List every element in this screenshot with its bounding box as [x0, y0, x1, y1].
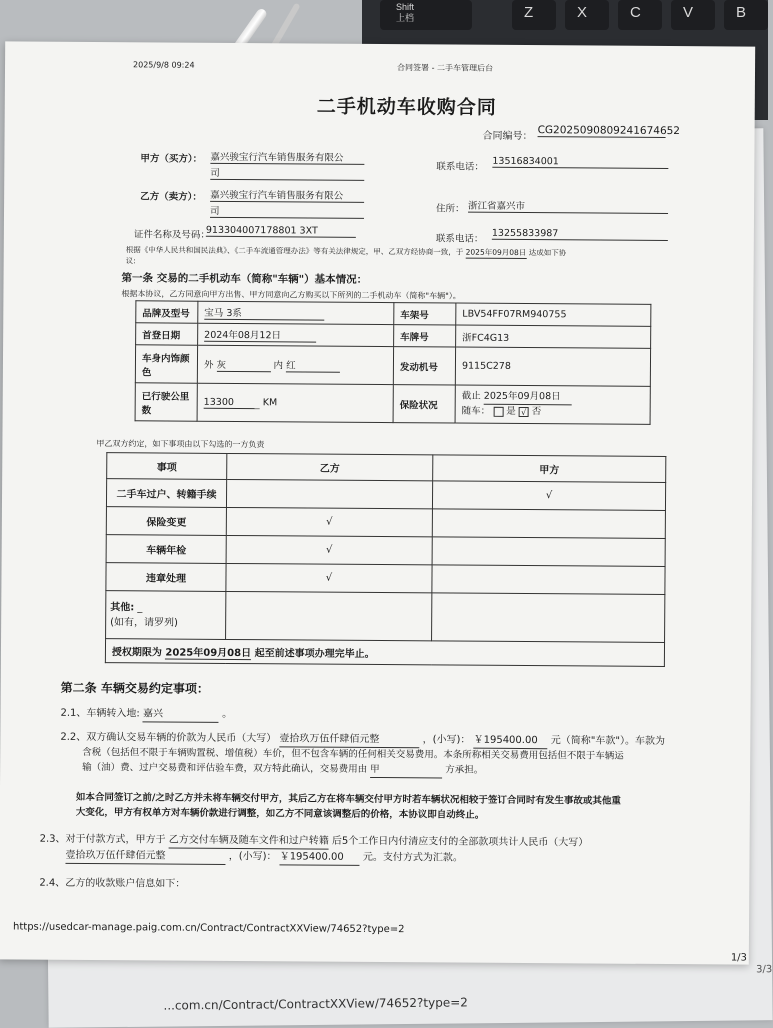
exterior-prefix: 外 — [203, 359, 214, 371]
table-row — [106, 591, 665, 643]
item-name: 保险变更 — [106, 507, 226, 536]
key-shift — [380, 0, 472, 30]
clause-2-2-text-c: 元（简称"车款"）。车款为 — [550, 735, 666, 748]
item-name: 车辆年检 — [106, 535, 226, 564]
clause-2-2-line2: 含税（包括但不限于车辆购置税、增值税）车价，但不包含车辆的任何相关交易费用。本条所称相关交易费用包括但不限于车辆运 — [82, 746, 624, 762]
back-page-num: 3/3 — [756, 964, 773, 976]
other-value: _ — [137, 601, 143, 613]
contract-page — [0, 41, 755, 964]
party-b-check[interactable]: √ — [226, 563, 432, 592]
price-lower: ￥195400.00 — [474, 733, 548, 750]
table-row — [106, 507, 665, 539]
clause-2-2-line3 — [82, 760, 483, 779]
table-row — [105, 639, 664, 667]
party-b-phone-label: 联系电话： — [435, 233, 484, 245]
model-label: 品牌及型号 — [136, 301, 198, 323]
party-b-other — [226, 591, 432, 640]
auth-date: 2025年09月08日 — [165, 643, 251, 660]
preamble-end: 达成如下协 — [528, 248, 567, 258]
other-label: 其他: — [110, 601, 135, 613]
back-url: ...com.cn/Contract/ContractXXView/74652?type=2 — [163, 995, 468, 1013]
party-b-address: 浙江省嘉兴市 — [468, 198, 668, 214]
clause-2-4: 2.4、乙方的收款账户信息如下： — [39, 877, 186, 890]
yes-label: 是 — [506, 405, 516, 417]
key-b — [724, 0, 768, 30]
key-label: X — [577, 4, 588, 21]
model-value — [198, 301, 394, 324]
table-row — [106, 479, 665, 511]
adjustment-clause-line1: 如本合同签订之前/之时乙方并未将车辆交付甲方，其后乙方在将车辆交付甲方时若车辆状况相较于签订合同时有发生事故或其他重 — [75, 791, 621, 807]
color-label-line1: 车身内饰颜 — [141, 352, 190, 365]
items-intro: 甲乙双方约定，如下事项由以下勾选的一方负责 — [96, 439, 265, 450]
party-b-name: 嘉兴骏宝行汽车销售服务有限公 — [210, 187, 364, 203]
clause-2-3-line2 — [65, 848, 462, 867]
payment-lower: ￥195400.00 — [280, 849, 360, 866]
party-a-name: 嘉兴骏宝行汽车销售服务有限公 — [210, 149, 364, 165]
party-a-label: 甲方（买方）： — [140, 153, 203, 165]
color-label — [135, 345, 197, 383]
key-c — [618, 0, 662, 30]
item-name: 违章处理 — [106, 563, 226, 592]
color-value — [197, 345, 393, 384]
party-a-other — [432, 593, 665, 643]
contract-title: 二手机动车收购合同 — [316, 95, 497, 119]
insurance-value — [455, 385, 650, 424]
key-label: Z — [524, 4, 534, 21]
model: 宝马 3系 — [204, 305, 324, 321]
page-number: 1/3 — [730, 952, 747, 964]
no-checkbox[interactable]: √ — [519, 406, 529, 416]
clause-2-2-text-b: ，(小写)： — [422, 734, 471, 746]
key-label: C — [630, 4, 641, 21]
authorization-period — [105, 639, 664, 667]
payment-upper: 壹拾玖万伍仟肆佰元整 — [65, 848, 225, 865]
key-z — [512, 0, 556, 30]
km-label — [135, 383, 197, 421]
preamble — [126, 244, 567, 259]
key-label: B — [736, 4, 747, 21]
engine: 9115C278 — [455, 347, 650, 386]
col-header-party-a: 甲方 — [433, 455, 666, 483]
contract-no-label: 合同编号： — [482, 130, 533, 143]
table-row — [135, 345, 650, 387]
article1-intro: 根据本协议，乙方同意向甲方出售、甲方同意向乙方购买以下所列的二手机动车（简称"车辆"）。 — [121, 289, 461, 301]
other-hint: (如有，请罗列) — [110, 616, 179, 629]
party-a-check[interactable] — [432, 509, 665, 539]
clause-2-1 — [60, 706, 232, 723]
clause-2-2-text-a: 2.2、双方确认交易车辆的价款为人民币（大写） — [60, 731, 277, 745]
reg-date-value — [198, 323, 394, 346]
party-a-check[interactable] — [432, 537, 665, 567]
preamble-text: 根据《中华人民共和国民法典》、《二手车流通管理办法》等有关法律规定，甲、乙双方经协商一致，于 — [125, 245, 464, 257]
insurance-until-label: 截止 — [461, 390, 481, 402]
party-a-check[interactable] — [432, 565, 665, 595]
party-b-address-label: 住所： — [436, 203, 465, 215]
km-label-line2: 数 — [141, 404, 152, 416]
clause-2-3-text-a: 2.3、对于付款方式，甲方于 — [39, 833, 166, 846]
print-header-title: 合同签署 - 二手车管理后台 — [397, 63, 494, 73]
responsibility-table — [105, 452, 666, 667]
party-b-check[interactable]: √ — [226, 507, 432, 536]
party-a-name-cont: 司 — [210, 165, 364, 181]
yes-checkbox[interactable] — [493, 406, 503, 416]
vin: LBV54FF07RM940755 — [456, 303, 651, 326]
interior-prefix: 内 — [273, 360, 284, 372]
contract-no: CG2025090809241674652 — [537, 124, 681, 138]
table-row — [135, 383, 650, 425]
vin-label: 车架号 — [394, 303, 456, 325]
preamble-date: 2025年09月08日 — [465, 247, 527, 258]
clause-2-2-line3b: 方承担。 — [445, 764, 484, 776]
km: 13300 — [204, 396, 260, 408]
auth-label: 授权期限为 — [111, 646, 162, 659]
adjustment-clause-line2: 大变化，甲方有权单方对车辆价款进行调整，如乙方不同意该调整后的价格，本协议即自动终止。 — [75, 806, 485, 821]
col-header-item: 事项 — [107, 453, 227, 480]
km-unit: KM — [262, 396, 278, 408]
other-item — [106, 591, 226, 640]
reg-date: 2024年08月12日 — [204, 327, 316, 343]
table-row — [106, 563, 665, 595]
party-a-check[interactable]: √ — [432, 481, 665, 511]
key-label: V — [683, 4, 694, 21]
party-b-id-label: 证件名称及号码： — [133, 229, 210, 241]
clause-2-1-label: 2.1、车辆转入地: — [60, 707, 140, 720]
article1-title: 第一条 交易的二手机动车（简称"车辆"）基本情况： — [121, 272, 368, 286]
item-name: 二手车过户、转籍手续 — [106, 479, 226, 508]
print-timestamp: 2025/9/8 09:24 — [133, 60, 195, 70]
party-a-phone: 13516834001 — [492, 156, 668, 169]
key-label: Shift 上档 — [396, 2, 415, 23]
insurance-follow-label: 随车： — [461, 405, 491, 417]
party-b-check[interactable]: √ — [226, 535, 432, 564]
table-header-row — [107, 453, 666, 483]
km-value — [197, 383, 393, 422]
party-b-label: 乙方（卖方）： — [140, 191, 202, 203]
party-b-name-cont: 司 — [210, 203, 364, 219]
footer-url: https://usedcar-manage.paig.com.cn/Contract/ContractXXView/74652?type=2 — [12, 921, 405, 936]
color-label-line2: 色 — [141, 366, 152, 378]
col-header-party-b: 乙方 — [227, 453, 433, 480]
plate: 浙FC4G13 — [456, 325, 651, 348]
exterior-color: 灰 — [216, 357, 270, 372]
no-label: 否 — [531, 406, 542, 418]
auth-end: 起至前述事项办理完毕止。 — [254, 647, 375, 660]
key-x — [565, 0, 609, 30]
clause-2-3-text-b: 后5个工作日内付清应支付的全部款项共计人民币（大写） — [331, 835, 589, 849]
price-upper: 壹拾玖万伍仟肆佰元整 — [279, 731, 419, 748]
km-label-line1: 已行驶公里 — [141, 390, 190, 403]
interior-color: 红 — [286, 357, 340, 372]
clause-2-1-end: 。 — [222, 708, 233, 720]
party-b-id: 913304007178801 3XT — [206, 225, 356, 238]
clause-2-3-text-c: ，(小写)： — [228, 850, 277, 863]
engine-label: 发动机号 — [393, 347, 455, 385]
clause-2-3-text-d: 元。支付方式为汇款。 — [362, 851, 463, 864]
key-v — [671, 0, 715, 30]
party-a-phone-label: 联系电话： — [436, 161, 484, 173]
article2-title: 第二条 车辆交易约定事项： — [60, 680, 209, 696]
destination: 嘉兴 — [143, 706, 219, 723]
table-row — [106, 535, 665, 567]
reg-date-label: 首登日期 — [136, 323, 198, 345]
insurance-label: 保险状况 — [393, 385, 455, 423]
party-b-phone: 13255833987 — [492, 228, 668, 241]
fee-payer: 甲 — [370, 762, 442, 779]
insurance-until: 2025年09月08日 — [484, 390, 572, 406]
clause-2-2-line3a: 输（油）费、过户交易费和评估验车费，双方特此确认，交易费用由 — [82, 761, 368, 775]
vehicle-table — [135, 300, 652, 425]
preamble-line2: 议: — [125, 256, 136, 266]
plate-label: 车牌号 — [394, 325, 456, 347]
party-b-check[interactable] — [226, 479, 432, 508]
payment-condition: 乙方交付车辆及随车文件和过户转籍 — [169, 833, 329, 850]
